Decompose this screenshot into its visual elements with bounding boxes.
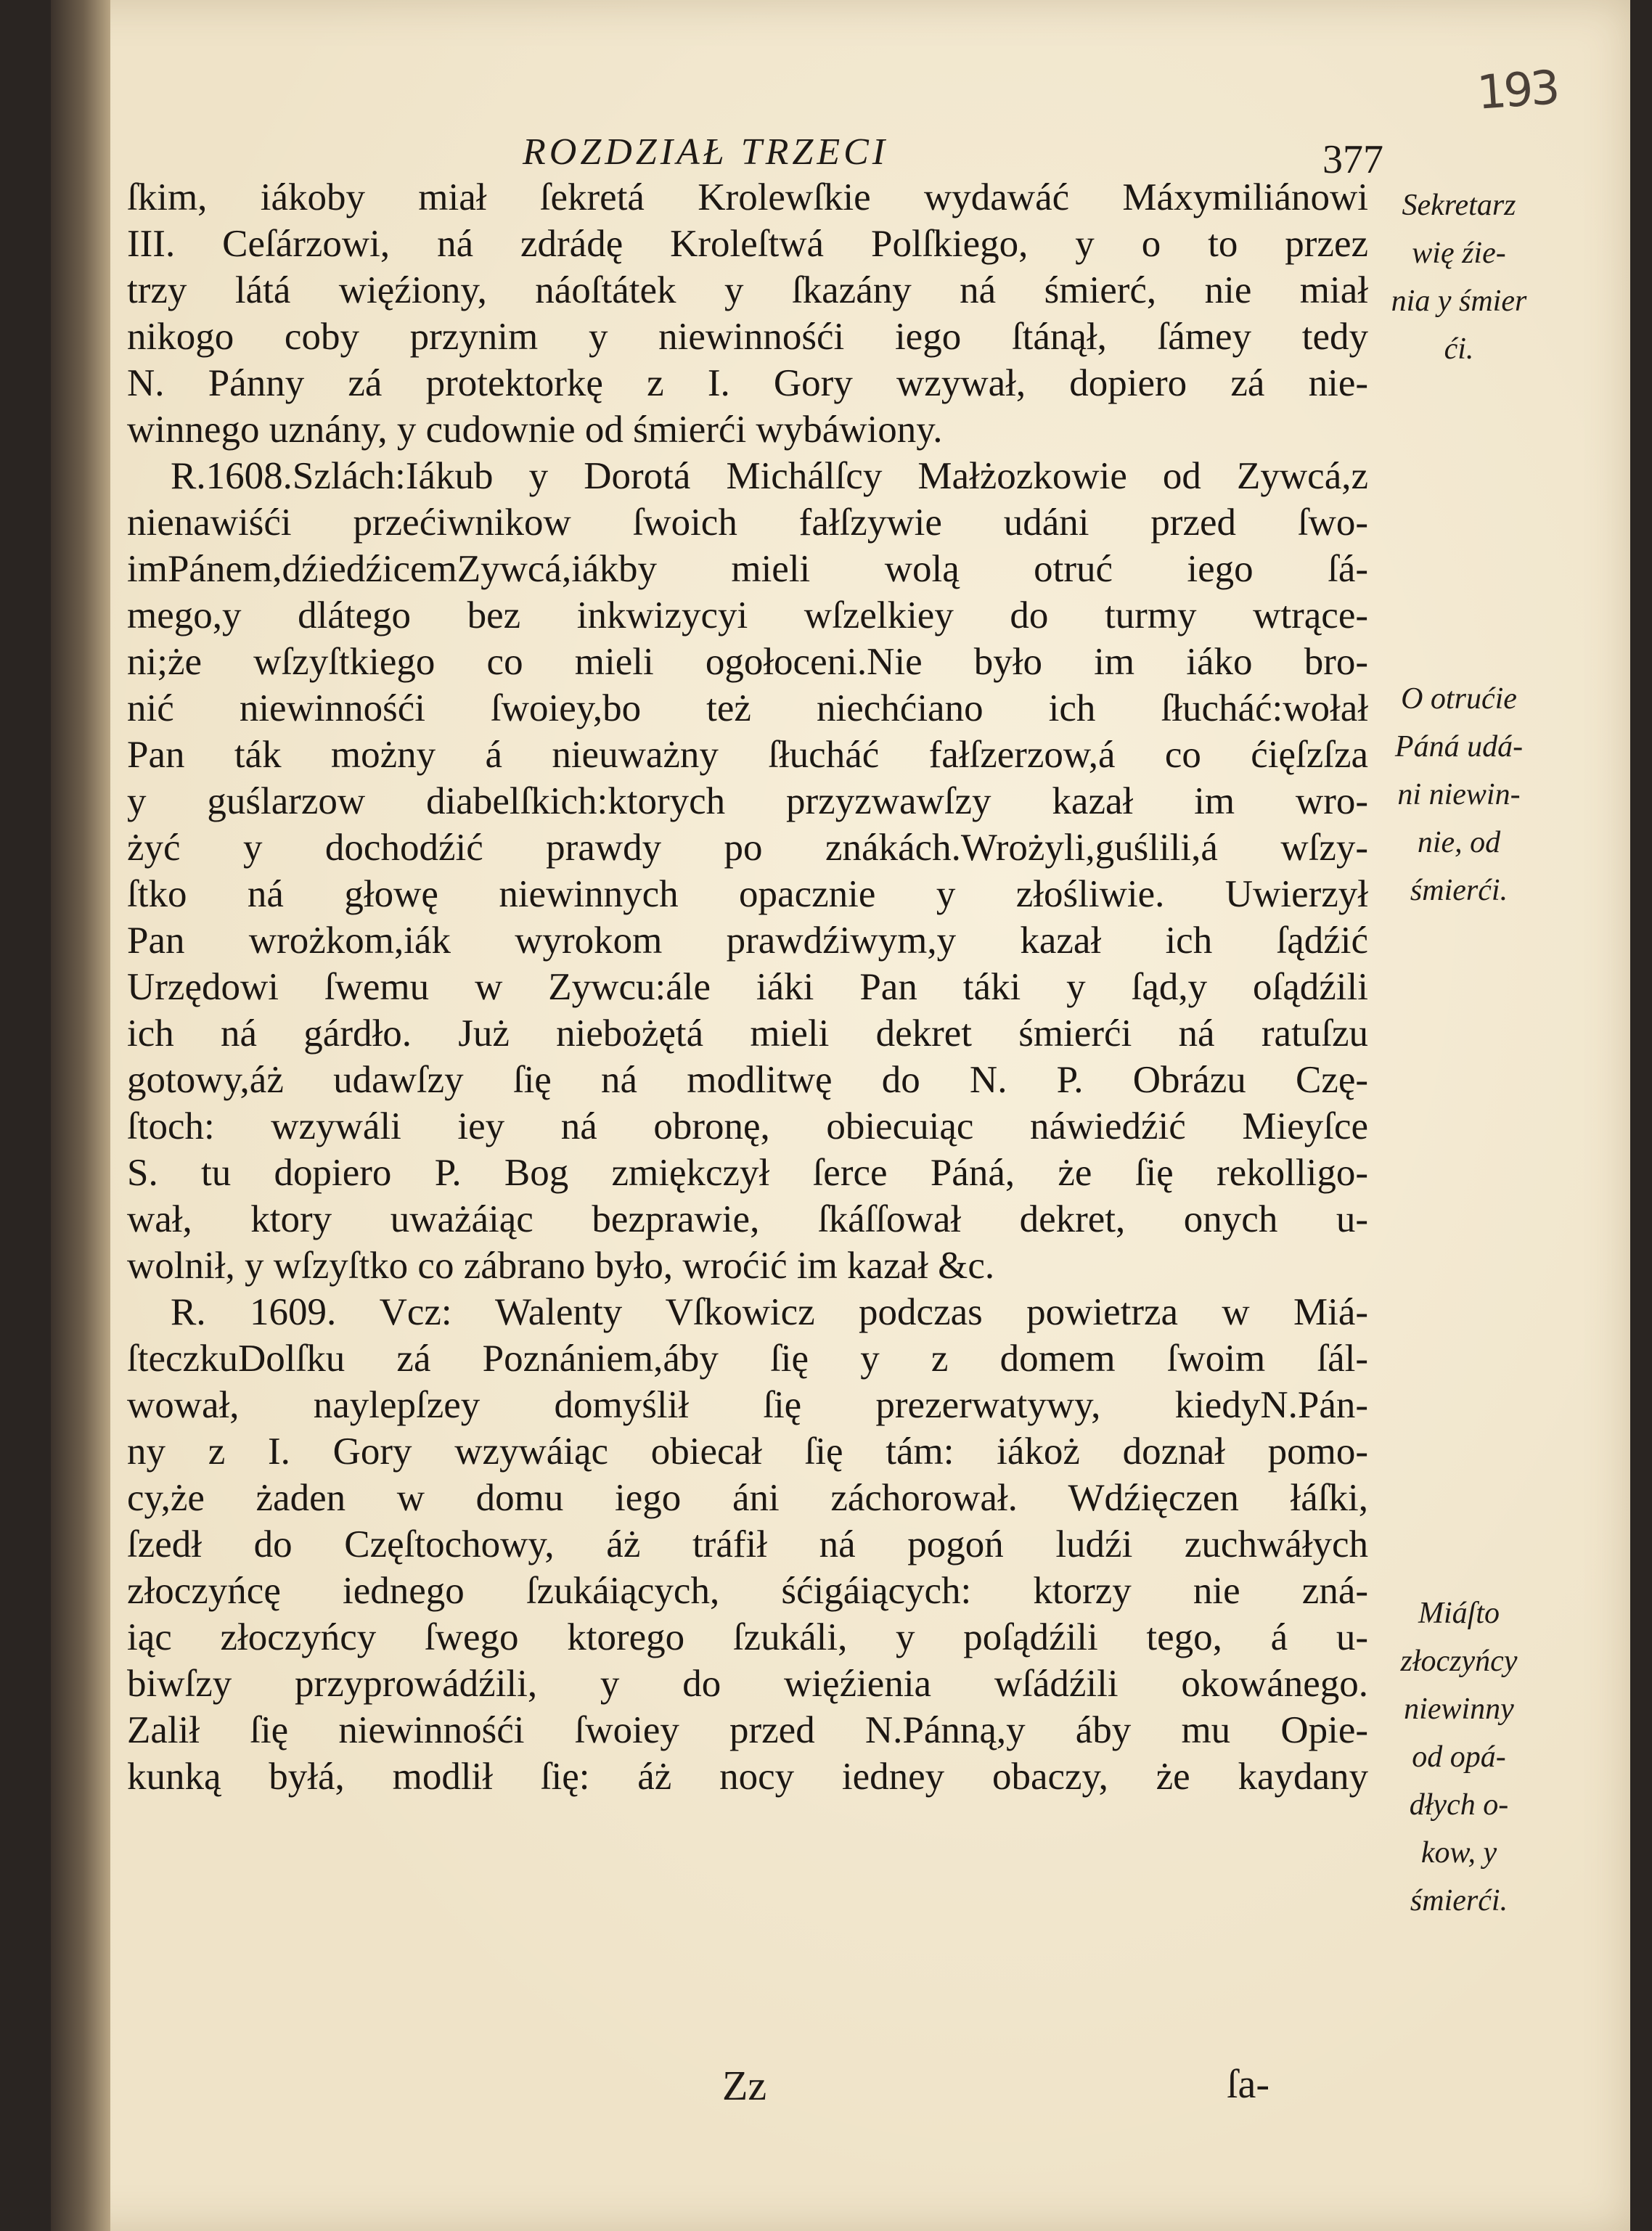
text-line: wał, ktory uważáiąc bezprawie, ſkáſſował dekret, onych u-	[127, 1198, 1368, 1240]
text-line: y guślarzow diabelſkich:ktorych przyzwawſzy kazał im wro-	[127, 780, 1368, 822]
text-line: złoczyńcę iednego ſzukáiących, śćigáiących: ktorzy nie zná-	[127, 1570, 1368, 1612]
margin-note-line: śmierći.	[1410, 1884, 1508, 1917]
text-line: ſtoch: wzywáli iey ná obronę, obiecuiąc náwiedźić Mieyſce	[127, 1105, 1368, 1147]
text-line: kunką byłá, modlił ſię: áż nocy iedney obaczy, że kaydany	[127, 1756, 1368, 1798]
margin-note-line: śmierći.	[1410, 874, 1508, 907]
text-line: wolnił, y wſzyſtko co zábrano było, wroćić im kazał &c.	[127, 1245, 995, 1287]
text-line: R.1608.Szlách:Iákub y Dorotá Michálſcy Małżozkowie od Zywcá,z	[171, 455, 1368, 497]
text-line: winnego uznány, y cudownie od śmierći wybáwiony.	[127, 409, 943, 451]
text-line: nikogo coby przynim y niewinnośći iego ſtánął, ſámey tedy	[127, 316, 1368, 358]
body-text	[127, 174, 1368, 1800]
text-line: S. tu dopiero P. Bog zmiękczył ſerce Páná, że ſię rekolligo-	[127, 1152, 1368, 1194]
margin-note-line: ći.	[1444, 332, 1474, 366]
text-line: R. 1609. Vcz: Walenty Vſkowicz podczas powietrza w Miá-	[171, 1291, 1368, 1333]
margin-note-sekretarz	[1375, 181, 1542, 373]
margin-note-line: dłych o-	[1409, 1788, 1509, 1822]
margin-note-miasto	[1375, 1589, 1542, 1925]
text-line: nienawiśći przećiwnikow ſwoich fałſzywie udáni przed ſwo-	[127, 502, 1368, 544]
text-line: wował, naylepſzey domyślił ſię prezerwatywy, kiedyN.Pán-	[127, 1384, 1368, 1426]
text-line: trzy látá więźiony, náoſtátek y ſkazány ná śmierć, nie miał	[127, 269, 1368, 311]
text-line: żyć y dochodźić prawdy po znákách.Wrożyli,guślili,á wſzy-	[127, 827, 1368, 869]
margin-note-line: nia y śmier	[1391, 284, 1527, 318]
margin-note-line: od opá-	[1412, 1740, 1506, 1774]
folio-number: 193	[1475, 61, 1559, 120]
text-line: ſkim, iákoby miał ſekretá Krolewſkie wydawáć Máxymiliánowi	[127, 176, 1368, 218]
margin-note-line: Páná udá-	[1394, 730, 1524, 764]
text-line: ny z I. Gory wzywáiąc obiecał ſię tám: iákoż doznał pomo-	[127, 1430, 1368, 1473]
text-line: ſzedł do Częſtochowy, áż tráfił ná pogoń ludźi zuchwáłych	[127, 1523, 1368, 1565]
text-line: gotowy,áż udawſzy ſię ná modlitwę do N. P. Obrázu Czę-	[127, 1059, 1368, 1101]
margin-note-line: wię źie-	[1412, 237, 1506, 270]
text-line: Zalił ſię niewinnośći ſwoiey przed N.Pánną,y áby mu Opie-	[127, 1709, 1368, 1751]
text-line: iąc złoczyńcy ſwego ktorego ſzukáli, y poſądźili tego, á u-	[127, 1616, 1368, 1658]
catchword: ſa-	[1227, 2062, 1270, 2107]
text-line: cy,że żaden w domu iego áni záchorował. Wdźięczen łáſki,	[127, 1477, 1368, 1519]
text-line: ſteczkuDolſku zá Poznániem,áby ſię y z domem ſwoim ſál-	[127, 1338, 1368, 1380]
text-line: N. Pánny zá protektorkę z I. Gory wzywał, dopiero zá nie-	[127, 362, 1368, 404]
margin-note-line: O otrućie	[1401, 682, 1517, 716]
text-line: nić niewinnośći ſwoiey,bo też niechćiano ich ſłucháć:wołał	[127, 687, 1368, 729]
text-line: ni;że wſzyſtkiego co mieli ogołoceni.Nie było im iáko bro-	[127, 641, 1368, 683]
text-line: III. Ceſárzowi, ná zdrádę Kroleſtwá Polſkiego, y o to przez	[127, 223, 1368, 265]
margin-note-line: Sekretarz	[1402, 189, 1516, 222]
margin-note-line: kow, y	[1420, 1836, 1497, 1870]
running-head: ROZDZIAŁ TRZECI	[523, 131, 889, 173]
text-line: Pan wrożkom,iák wyrokom prawdźiwym,y kazał ich ſądźić	[127, 920, 1368, 962]
margin-note-line: nie, od	[1417, 826, 1501, 859]
text-line: Urzędowi ſwemu w Zywcu:ále iáki Pan táki y ſąd,y oſądźili	[127, 966, 1368, 1008]
text-line: Pan ták możny á nieuważny ſłucháć fałſzerzow,á co ćięſzſza	[127, 734, 1368, 776]
signature-mark: Zz	[722, 2062, 767, 2109]
margin-note-line: niewinny	[1404, 1692, 1514, 1726]
text-line: ſtko ná głowę niewinnych opacznie y złośliwie. Uwierzył	[127, 873, 1368, 915]
text-line: mego,y dlátego bez inkwizycyi wſzelkiey do turmy wtrące-	[127, 594, 1368, 636]
text-line: imPánem,dźiedźicemZywcá,iákby mieli wolą otruć iego ſá-	[127, 548, 1368, 590]
margin-note-line: złoczyńcy	[1400, 1645, 1518, 1678]
margin-note-otrucie	[1375, 675, 1542, 914]
binding-gutter	[51, 0, 110, 2231]
page-footer	[0, 2061, 1652, 2119]
text-line: biwſzy przyprowádźili, y do więźienia wſádźili okowánego.	[127, 1663, 1368, 1705]
text-line: ich ná gárdło. Już niebożętá mieli dekret śmierći ná ratuſzu	[127, 1012, 1368, 1055]
margin-note-line: ni niewin-	[1397, 778, 1521, 811]
margin-note-line: Miáſto	[1418, 1597, 1500, 1630]
page-number: 377	[1322, 137, 1383, 182]
